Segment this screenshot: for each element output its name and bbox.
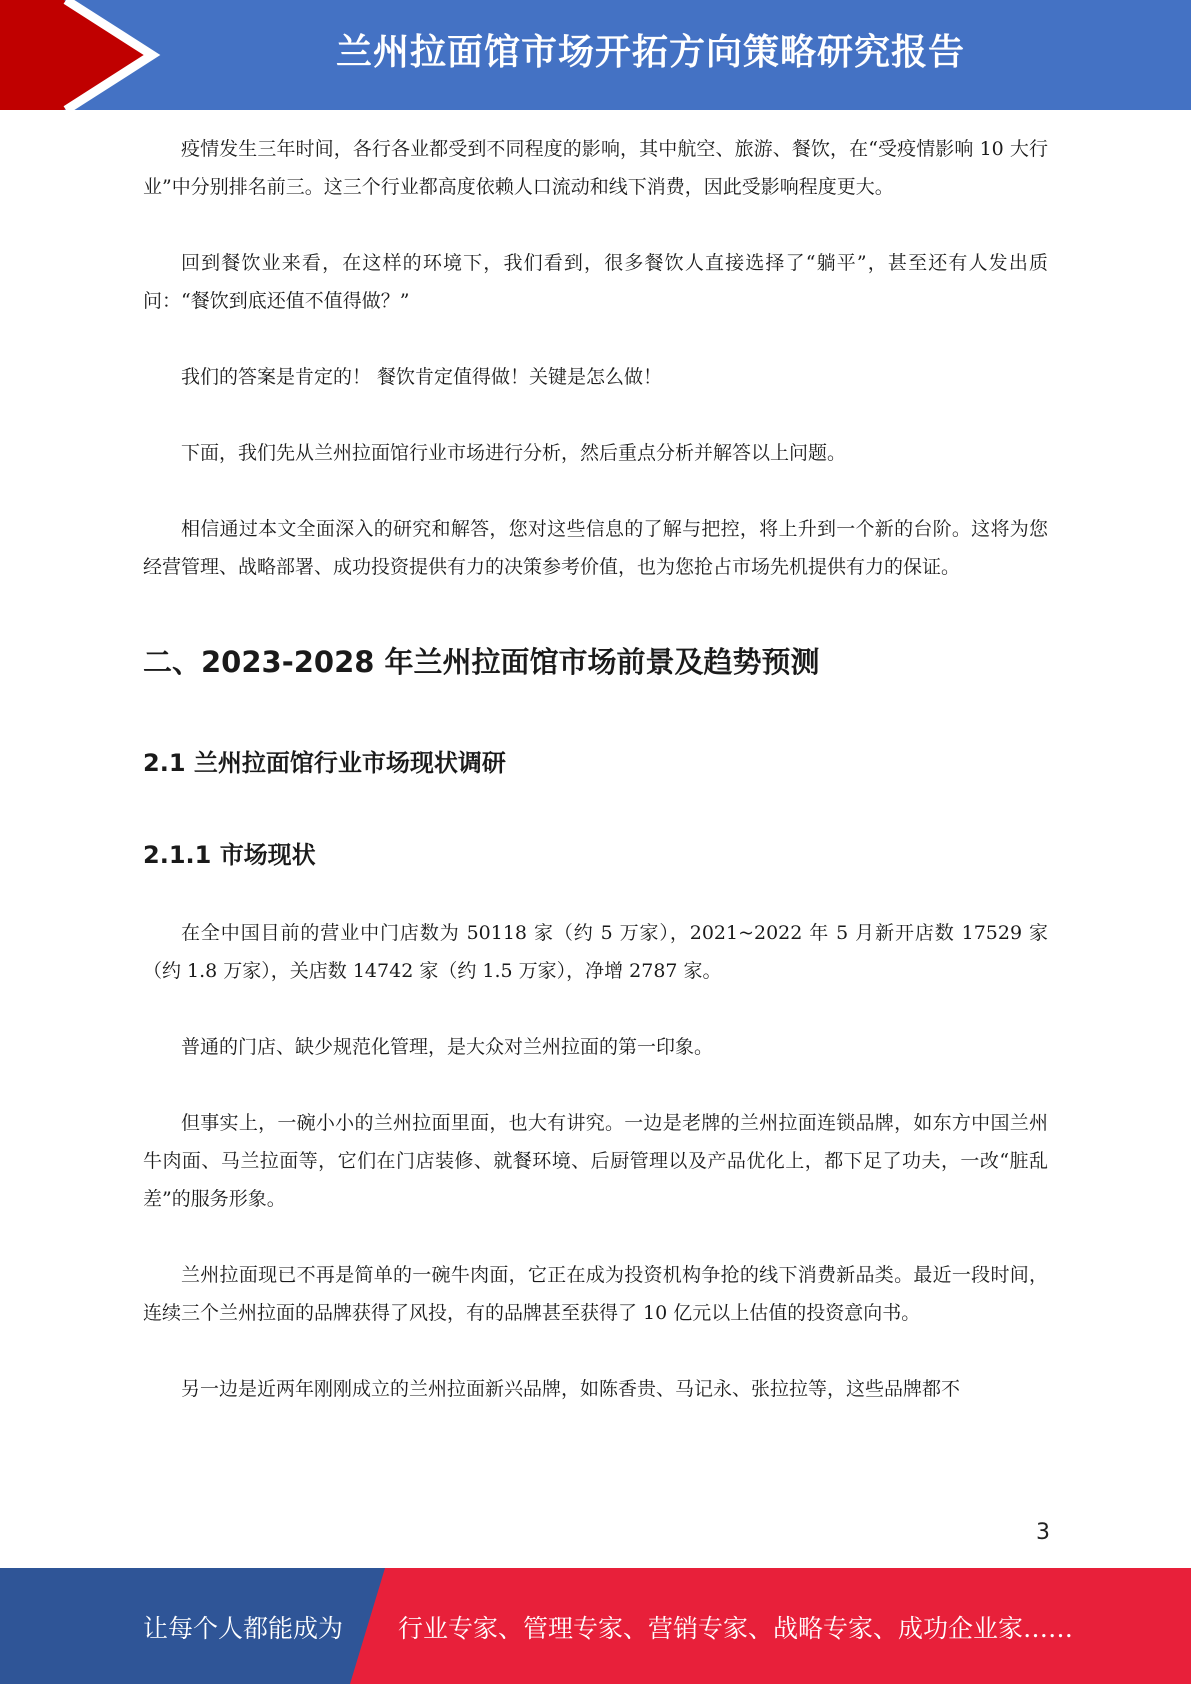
intro-paragraph-4: 下面，我们先从兰州拉面馆行业市场进行分析，然后重点分析并解答以上问题。 — [181, 442, 847, 464]
page-body — [143, 130, 1048, 1408]
market-paragraph-2: 普通的门店、缺少规范化管理，是大众对兰州拉面的第一印象。 — [181, 1036, 714, 1058]
page-header — [0, 0, 1191, 110]
intro-paragraph-3: 我们的答案是肯定的！ 餐饮肯定值得做！关键是怎么做！ — [181, 366, 663, 388]
market-paragraph-1: 在全中国目前的营业中门店数为 50118 家（约 5 万家），2021~2022 年 5 月新开店数 17529 家（约 1.8 万家），关店数 14742 家（约 1.5 万家），净增 2787 家。 — [143, 922, 1048, 982]
market-paragraph-5: 另一边是近两年刚刚成立的兰州拉面新兴品牌，如陈香贵、马记永、张拉拉等，这些品牌都不 — [181, 1378, 961, 1400]
intro-paragraph-1: 疫情发生三年时间，各行各业都受到不同程度的影响，其中航空、旅游、餐饮，在“受疫情影响 10 大行业”中分别排名前三。这三个行业都高度依赖人口流动和线下消费，因此受影响程度更大。 — [143, 138, 1048, 198]
page-footer — [0, 1568, 1191, 1684]
intro-paragraph-2: 回到餐饮业来看，在这样的环境下，我们看到，很多餐饮人直接选择了“躺平”，甚至还有人发出质问：“餐饮到底还值不值得做？” — [143, 252, 1048, 312]
subsubsection-heading: 2.1.1 市场现状 — [143, 841, 316, 869]
market-paragraph-4: 兰州拉面现已不再是简单的一碗牛肉面，它正在成为投资机构争抢的线下消费新品类。最近一段时间，连续三个兰州拉面的品牌获得了风投，有的品牌甚至获得了 10 亿元以上估值的投资意向书。 — [143, 1264, 1048, 1324]
footer-slogan-right: 行业专家、管理专家、营销专家、战略专家、成功企业家…… — [398, 1614, 1074, 1643]
subsection-heading: 2.1 兰州拉面馆行业市场现状调研 — [143, 749, 506, 777]
section-heading: 二、2023-2028 年兰州拉面馆市场前景及趋势预测 — [143, 645, 820, 679]
footer-slogan-left: 让每个人都能成为 — [143, 1614, 344, 1643]
market-paragraph-3: 但事实上，一碗小小的兰州拉面里面，也大有讲究。一边是老牌的兰州拉面连锁品牌，如东方中国兰州牛肉面、马兰拉面等，它们在门店装修、就餐环境、后厨管理以及产品优化上，都下足了功夫，一改“脏乱差”的服务形象。 — [143, 1112, 1048, 1210]
intro-paragraph-5: 相信通过本文全面深入的研究和解答，您对这些信息的了解与把控，将上升到一个新的台阶。这将为您经营管理、战略部署、成功投资提供有力的决策参考价值，也为您抢占市场先机提供有力的保证。 — [143, 518, 1048, 578]
report-title: 兰州拉面馆市场开拓方向策略研究报告 — [335, 32, 965, 73]
page-number: 3 — [1036, 1520, 1050, 1545]
